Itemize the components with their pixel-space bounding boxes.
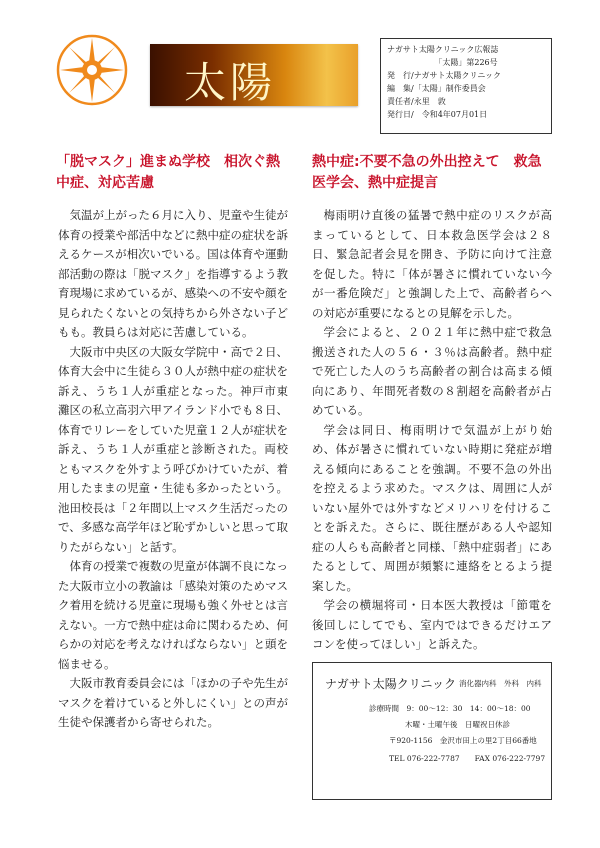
left-paragraph-4: 体育の授業で複数の児童が体調不良になった大阪市立小の教諭は「感染対策のためマスク着用を続ける児童に現場も強く外せとは言えない。一方で熱中症は命に関わるため、何らかの対応を考えなければならない」と頭を悩ませる。 bbox=[58, 559, 288, 671]
right-article-body bbox=[312, 206, 552, 655]
right-article-headline: 熱中症:不要不急の外出控えて 救急医学会、熱中症提言 bbox=[312, 154, 542, 191]
left-paragraph-5: 大阪市教育委員会には「ほかの子や先生がマスクを着けていると外しにくい」との声が生徒や保護者から寄せられた。 bbox=[58, 676, 288, 729]
left-paragraph-3: 池田校長は「２年間以上マスク生活だったので、多感な高学年ほど恥ずかしいと思って取りたがらない」と話す。 bbox=[58, 500, 288, 554]
clinic-address: 〒920-1156 金沢市田上の里2丁目66番地 bbox=[389, 736, 537, 745]
clinic-name: ナガサト太陽クリニック bbox=[325, 677, 457, 691]
left-article-headline: 「脱マスク」進まぬ学校 相次ぐ熱中症、対応苦慮 bbox=[56, 154, 280, 191]
left-paragraph-1: 気温が上がった６月に入り、児童や生徒が体育の授業や部活中などに熱中症の症状を訴えるケースが相次いでいる。国は体育や運動部活動の際は「脱マスク」を指導するよう教育現場に求めているが、感染への不安や顔を見られたくないとの気持ちから外さない子どもも。教員らは対応に苦慮している。 bbox=[58, 208, 288, 339]
right-paragraph-1: 梅雨明け直後の猛暑で熱中症のリスクが高まっているとして、日本救急医学会は２８日、緊急記者会見を開き、予防に向けて注意を促した。特に「体が暑さに慣れていない今が一番危険だ」と強調した上で、高齢者らへの対応が重要になるとの見解を示した。 bbox=[312, 208, 552, 320]
editor: 編 集/「太陽」制作委員会 bbox=[387, 84, 486, 93]
masthead-title: 太陽 bbox=[184, 58, 277, 107]
clinic-phone-fax: TEL 076-222-7787 FAX 076-222-7797 bbox=[389, 754, 546, 763]
issue-date: 発行日/ 令和4年07月01日 bbox=[387, 110, 488, 119]
issue-info-box bbox=[380, 38, 552, 134]
publisher: 発 行/ナガサト太陽クリニック bbox=[387, 71, 502, 80]
clinic-info-box bbox=[312, 662, 552, 800]
right-paragraph-2: 学会によると、２０２１年に熱中症で救急搬送された人の５６・３％は高齢者。熱中症で死亡した人のうち高齢者の割合は高まる傾向にあり、年間死者数の８割超を高齢者が占めている。 bbox=[312, 325, 552, 417]
clinic-closed-days: 木曜・土曜午後 日曜祝日休診 bbox=[405, 720, 510, 729]
issue-number: 「太陽」第226号 bbox=[434, 58, 498, 67]
right-paragraph-4: 学会の横堀将司・日本医大教授は「節電を後回しにしてでも、室内ではできるだけエアコンを使ってほしい」と訴えた。 bbox=[312, 598, 552, 651]
publication-name: ナガサト太陽クリニック広報誌 bbox=[387, 45, 499, 54]
sun-logo-icon bbox=[56, 34, 128, 106]
masthead-banner bbox=[150, 44, 358, 106]
right-paragraph-3: 学会は同日、梅雨明けで気温が上がり始め、体が暑さに慣れていない時期に発症が増える傾向にあることを強調。不要不急の外出を控えるよう求めた。マスクは、周囲に人がいない屋外では外すなどメリハリを付けることを訴えた。さらに、既往歴がある人や認知症の人らも高齢者と同様、「熱中症弱者」にあたるとして、周囲が頻繁に連絡をとるよう提案した。 bbox=[312, 422, 552, 593]
responsible-person: 責任者/永里 敦 bbox=[387, 97, 446, 106]
clinic-hours: 診療時間 9：00〜12：30 14：00〜18：00 bbox=[369, 704, 531, 713]
clinic-departments: 消化器内科 外科 内科 bbox=[459, 679, 542, 688]
left-paragraph-2: 大阪市中央区の大阪女学院中・高で２日、体育大会中に生徒ら３０人が熱中症の症状を訴え、うち１人が重症となった。神戸市東灘区の私立高羽六甲アイランド小でも８日、体育でリレーをしていた児童１２人が症状を訴え、うち１人が重症と診断された。両校ともマスクを外すよう呼びかけていたが、着用したままの児童・生徒も多かったという。 bbox=[58, 344, 288, 495]
left-article-body bbox=[58, 206, 288, 733]
